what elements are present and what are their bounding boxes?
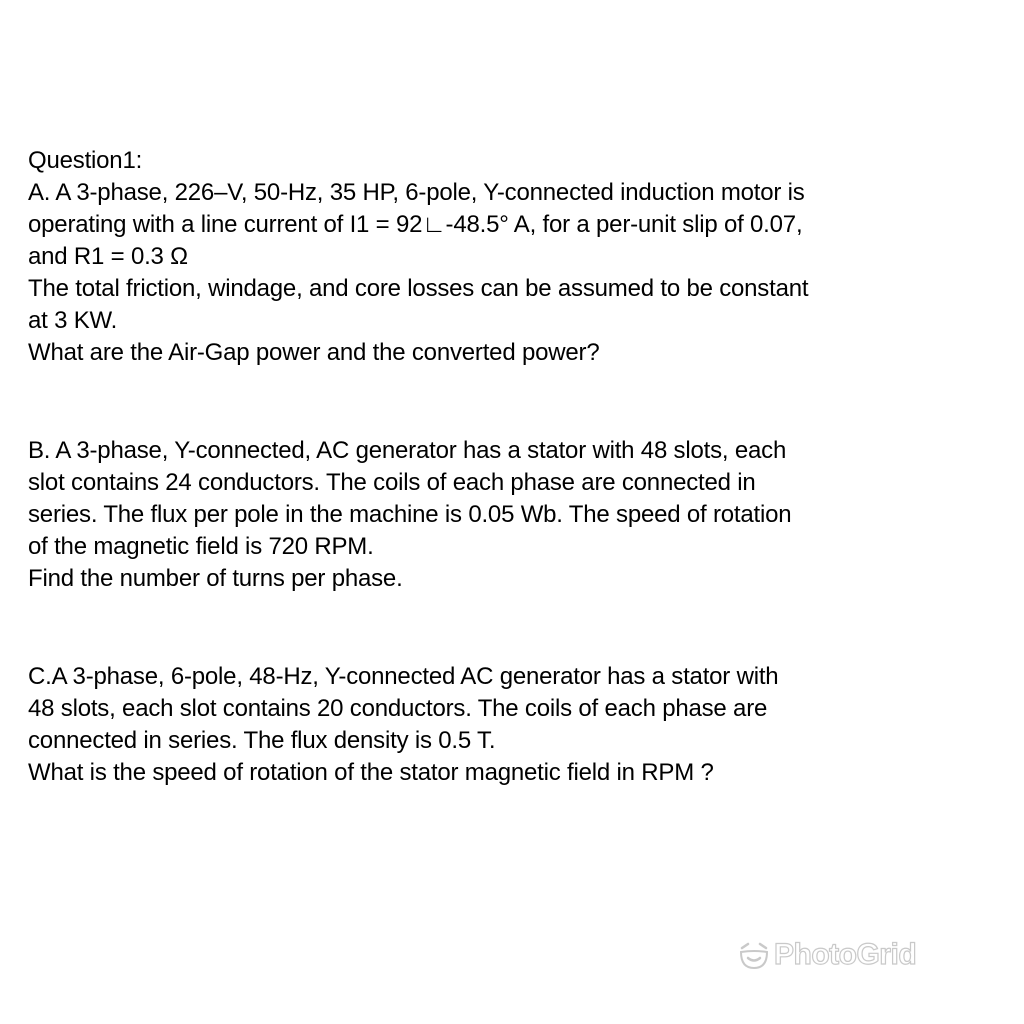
part-b-line: slot contains 24 conductors. The coils of each phase are connected in (28, 469, 756, 496)
question-part-c (28, 661, 988, 789)
question-part-b (28, 435, 988, 595)
part-a-question: What are the Air-Gap power and the converted power? (28, 339, 600, 366)
part-b-line: series. The flux per pole in the machine is 0.05 Wb. The speed of rotation (28, 501, 792, 528)
part-a-line: The total friction, windage, and core losses can be assumed to be constant (28, 275, 809, 302)
part-c-line: C.A 3-phase, 6-pole, 48-Hz, Y-connected AC generator has a stator with (28, 663, 779, 690)
photogrid-logo-icon (738, 940, 770, 970)
watermark-text: PhotoGrid (774, 938, 917, 971)
question-document (28, 145, 988, 789)
part-a-line: and R1 = 0.3 Ω (28, 243, 188, 270)
part-a-line: A. A 3-phase, 226–V, 50-Hz, 35 HP, 6-pole, Y-connected induction motor is (28, 179, 805, 206)
photogrid-watermark (738, 935, 916, 975)
question-part-a (28, 177, 988, 369)
question-title: Question1: (28, 147, 143, 174)
part-a-line: operating with a line current of I1 = 92∟-48.5° A, for a per-unit slip of 0.07, (28, 211, 803, 238)
part-b-line: B. A 3-phase, Y-connected, AC generator has a stator with 48 slots, each (28, 437, 787, 464)
part-b-line: of the magnetic field is 720 RPM. (28, 533, 374, 560)
part-c-line: connected in series. The flux density is 0.5 T. (28, 727, 496, 754)
part-b-question: Find the number of turns per phase. (28, 565, 403, 592)
part-c-question: What is the speed of rotation of the stator magnetic field in RPM ? (28, 759, 714, 786)
part-c-line: 48 slots, each slot contains 20 conductors. The coils of each phase are (28, 695, 768, 722)
part-a-line: at 3 KW. (28, 307, 118, 334)
